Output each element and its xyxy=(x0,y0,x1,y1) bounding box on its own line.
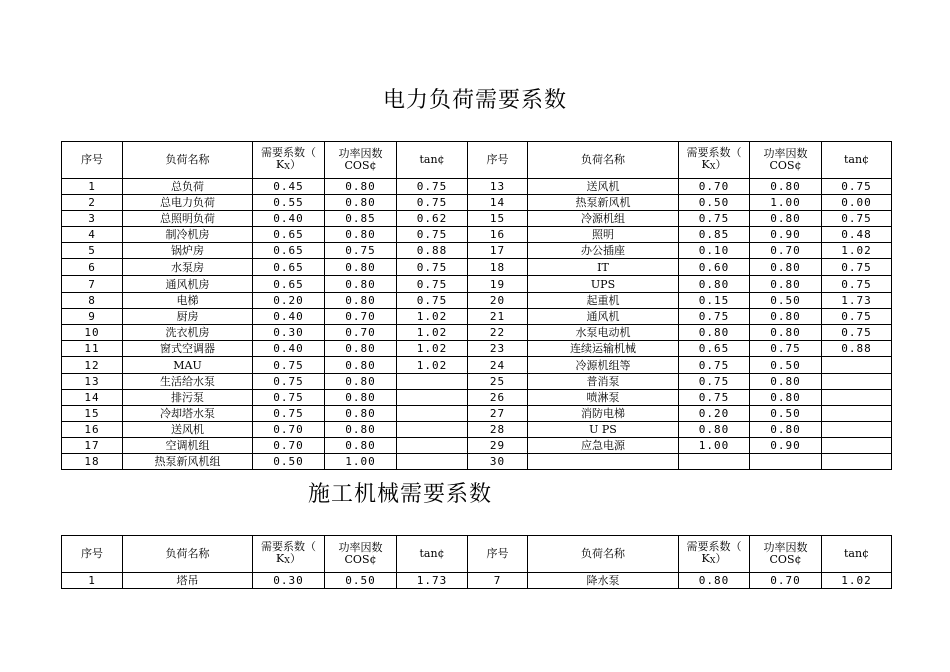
cell-pf-left: 1.00 xyxy=(325,454,397,470)
cell-seq-right: 24 xyxy=(468,357,528,374)
cell-pf-right xyxy=(750,454,822,470)
cell-name-right: 热泵新风机 xyxy=(528,195,679,211)
cell-kx-left: 0.40 xyxy=(253,309,325,325)
cell-pf-right: 0.75 xyxy=(750,341,822,357)
header-row xyxy=(62,536,892,573)
cell-name-right: 普消泵 xyxy=(528,374,679,390)
cell-pf-left: 0.70 xyxy=(325,309,397,325)
header-tan-right: tan¢ xyxy=(822,142,892,179)
header-name-left: 负荷名称 xyxy=(123,536,253,573)
cell-pf-right: 0.70 xyxy=(750,573,822,589)
cell-name-left: 总负荷 xyxy=(123,179,253,195)
cell-seq-right: 22 xyxy=(468,325,528,341)
cell-tan-right xyxy=(822,438,892,454)
cell-seq-left: 13 xyxy=(62,374,123,390)
table-row xyxy=(62,573,892,589)
cell-kx-right: 0.65 xyxy=(679,341,750,357)
cell-name-left: 送风机 xyxy=(123,422,253,438)
cell-pf-left: 0.70 xyxy=(325,325,397,341)
cell-pf-right: 0.90 xyxy=(750,227,822,243)
cell-name-left: 总电力负荷 xyxy=(123,195,253,211)
cell-kx-right: 0.60 xyxy=(679,259,750,276)
cell-pf-left: 0.80 xyxy=(325,195,397,211)
cell-kx-left: 0.75 xyxy=(253,357,325,374)
cell-kx-right: 0.10 xyxy=(679,243,750,259)
cell-name-left: 电梯 xyxy=(123,293,253,309)
cell-tan-left: 0.75 xyxy=(397,227,468,243)
cell-pf-left: 0.80 xyxy=(325,179,397,195)
cell-name-left: 制冷机房 xyxy=(123,227,253,243)
cell-name-left: 塔吊 xyxy=(123,573,253,589)
header-tan-right: tan¢ xyxy=(822,536,892,573)
cell-pf-right: 0.80 xyxy=(750,390,822,406)
cell-tan-right: 0.88 xyxy=(822,341,892,357)
cell-tan-right: 0.75 xyxy=(822,309,892,325)
cell-kx-right: 0.80 xyxy=(679,422,750,438)
cell-tan-right: 0.75 xyxy=(822,276,892,293)
cell-name-left: 厨房 xyxy=(123,309,253,325)
cell-seq-right: 25 xyxy=(468,374,528,390)
cell-kx-left: 0.65 xyxy=(253,227,325,243)
cell-seq-right: 17 xyxy=(468,243,528,259)
cell-seq-left: 6 xyxy=(62,259,123,276)
cell-name-left: 洗衣机房 xyxy=(123,325,253,341)
construction-machinery-demand-table xyxy=(61,535,892,589)
cell-tan-right xyxy=(822,374,892,390)
cell-kx-right: 0.50 xyxy=(679,195,750,211)
cell-tan-left xyxy=(397,454,468,470)
power-load-demand-table xyxy=(61,141,892,470)
cell-name-right: UPS xyxy=(528,276,679,293)
header-tan-left: tan¢ xyxy=(397,142,468,179)
table-row xyxy=(62,406,892,422)
cell-kx-right xyxy=(679,454,750,470)
cell-kx-right: 0.80 xyxy=(679,573,750,589)
cell-name-right: 喷淋泵 xyxy=(528,390,679,406)
header-pf-left: 功率因数 COS¢ xyxy=(325,536,397,573)
header-seq-left: 序号 xyxy=(62,536,123,573)
cell-tan-right: 0.75 xyxy=(822,259,892,276)
header-seq-left: 序号 xyxy=(62,142,123,179)
cell-pf-right: 0.80 xyxy=(750,211,822,227)
table-row xyxy=(62,259,892,276)
table1-title: 电力负荷需要系数 xyxy=(382,88,567,113)
cell-pf-right: 0.90 xyxy=(750,438,822,454)
header-kx-left: 需要系数（ KX） xyxy=(253,142,325,179)
cell-pf-right: 0.50 xyxy=(750,406,822,422)
cell-pf-left: 0.50 xyxy=(325,573,397,589)
cell-kx-left: 0.65 xyxy=(253,243,325,259)
cell-kx-left: 0.30 xyxy=(253,573,325,589)
cell-pf-left: 0.85 xyxy=(325,211,397,227)
cell-tan-left: 1.02 xyxy=(397,357,468,374)
cell-tan-right: 0.00 xyxy=(822,195,892,211)
cell-name-right: 送风机 xyxy=(528,179,679,195)
cell-pf-right: 1.00 xyxy=(750,195,822,211)
cell-tan-left: 0.88 xyxy=(397,243,468,259)
cell-seq-right: 13 xyxy=(468,179,528,195)
header-tan-left: tan¢ xyxy=(397,536,468,573)
cell-tan-right: 1.73 xyxy=(822,293,892,309)
cell-pf-right: 0.50 xyxy=(750,357,822,374)
cell-tan-right: 0.75 xyxy=(822,211,892,227)
cell-kx-right: 0.75 xyxy=(679,390,750,406)
cell-tan-left xyxy=(397,438,468,454)
header-row xyxy=(62,142,892,179)
cell-seq-left: 14 xyxy=(62,390,123,406)
cell-pf-left: 0.80 xyxy=(325,293,397,309)
cell-kx-right: 0.20 xyxy=(679,406,750,422)
table-row xyxy=(62,195,892,211)
table-row xyxy=(62,390,892,406)
cell-kx-left: 0.70 xyxy=(253,438,325,454)
cell-pf-left: 0.80 xyxy=(325,357,397,374)
table-row xyxy=(62,211,892,227)
cell-tan-right: 0.75 xyxy=(822,179,892,195)
cell-seq-left: 18 xyxy=(62,454,123,470)
cell-name-left: 空调机组 xyxy=(123,438,253,454)
cell-name-right: 办公插座 xyxy=(528,243,679,259)
cell-pf-left: 0.80 xyxy=(325,227,397,243)
cell-seq-left: 3 xyxy=(62,211,123,227)
cell-name-left: 水泵房 xyxy=(123,259,253,276)
cell-tan-left: 0.62 xyxy=(397,211,468,227)
cell-pf-left: 0.80 xyxy=(325,374,397,390)
cell-pf-left: 0.80 xyxy=(325,422,397,438)
cell-name-right: 照明 xyxy=(528,227,679,243)
table-row xyxy=(62,422,892,438)
header-name-right: 负荷名称 xyxy=(528,142,679,179)
cell-seq-left: 2 xyxy=(62,195,123,211)
cell-tan-left: 0.75 xyxy=(397,276,468,293)
table-row xyxy=(62,227,892,243)
cell-name-right: 连续运输机械 xyxy=(528,341,679,357)
cell-tan-left xyxy=(397,422,468,438)
cell-kx-left: 0.65 xyxy=(253,259,325,276)
table-row xyxy=(62,438,892,454)
cell-kx-left: 0.40 xyxy=(253,211,325,227)
cell-tan-left xyxy=(397,390,468,406)
cell-kx-left: 0.75 xyxy=(253,374,325,390)
cell-pf-left: 0.80 xyxy=(325,341,397,357)
cell-name-left: 窗式空调器 xyxy=(123,341,253,357)
table2-title: 施工机械需要系数 xyxy=(307,482,492,507)
cell-seq-right: 14 xyxy=(468,195,528,211)
cell-seq-left: 1 xyxy=(62,179,123,195)
table-row xyxy=(62,357,892,374)
cell-tan-right: 0.75 xyxy=(822,325,892,341)
cell-seq-right: 29 xyxy=(468,438,528,454)
cell-seq-right: 23 xyxy=(468,341,528,357)
cell-seq-left: 5 xyxy=(62,243,123,259)
table-row xyxy=(62,243,892,259)
cell-tan-right: 1.02 xyxy=(822,243,892,259)
cell-tan-left: 1.73 xyxy=(397,573,468,589)
cell-kx-right: 0.80 xyxy=(679,276,750,293)
cell-name-right: 通风机 xyxy=(528,309,679,325)
header-name-right: 负荷名称 xyxy=(528,536,679,573)
cell-tan-right xyxy=(822,454,892,470)
cell-name-left: 热泵新风机组 xyxy=(123,454,253,470)
cell-tan-right xyxy=(822,422,892,438)
cell-kx-right: 0.75 xyxy=(679,357,750,374)
cell-tan-left: 0.75 xyxy=(397,179,468,195)
table-row xyxy=(62,325,892,341)
cell-seq-left: 11 xyxy=(62,341,123,357)
cell-name-right xyxy=(528,454,679,470)
cell-tan-left: 0.75 xyxy=(397,195,468,211)
cell-tan-left xyxy=(397,374,468,390)
cell-tan-right: 1.02 xyxy=(822,573,892,589)
cell-pf-left: 0.75 xyxy=(325,243,397,259)
cell-seq-right: 18 xyxy=(468,259,528,276)
cell-tan-left: 1.02 xyxy=(397,325,468,341)
cell-name-right: 应急电源 xyxy=(528,438,679,454)
cell-name-left: MAU xyxy=(123,357,253,374)
cell-pf-right: 0.80 xyxy=(750,259,822,276)
table-row xyxy=(62,293,892,309)
cell-kx-right: 0.70 xyxy=(679,179,750,195)
header-pf-right: 功率因数 COS¢ xyxy=(750,142,822,179)
cell-pf-left: 0.80 xyxy=(325,406,397,422)
cell-pf-right: 0.80 xyxy=(750,374,822,390)
cell-pf-left: 0.80 xyxy=(325,259,397,276)
cell-seq-left: 8 xyxy=(62,293,123,309)
cell-name-left: 冷却塔水泵 xyxy=(123,406,253,422)
cell-kx-left: 0.70 xyxy=(253,422,325,438)
cell-seq-right: 20 xyxy=(468,293,528,309)
cell-pf-left: 0.80 xyxy=(325,276,397,293)
cell-name-left: 通风机房 xyxy=(123,276,253,293)
cell-tan-left: 0.75 xyxy=(397,293,468,309)
table-row xyxy=(62,309,892,325)
cell-name-left: 排污泵 xyxy=(123,390,253,406)
cell-kx-right: 0.85 xyxy=(679,227,750,243)
cell-tan-right xyxy=(822,357,892,374)
cell-name-left: 生活给水泵 xyxy=(123,374,253,390)
cell-seq-left: 17 xyxy=(62,438,123,454)
cell-seq-left: 12 xyxy=(62,357,123,374)
header-seq-right: 序号 xyxy=(468,536,528,573)
header-kx-left: 需要系数（ KX） xyxy=(253,536,325,573)
cell-name-right: U PS xyxy=(528,422,679,438)
table-row xyxy=(62,374,892,390)
cell-seq-right: 27 xyxy=(468,406,528,422)
cell-name-right: IT xyxy=(528,259,679,276)
cell-name-right: 冷源机组等 xyxy=(528,357,679,374)
cell-seq-left: 4 xyxy=(62,227,123,243)
cell-pf-right: 0.70 xyxy=(750,243,822,259)
cell-kx-right: 0.75 xyxy=(679,374,750,390)
table-row xyxy=(62,179,892,195)
cell-seq-left: 7 xyxy=(62,276,123,293)
cell-kx-left: 0.40 xyxy=(253,341,325,357)
cell-kx-right: 0.80 xyxy=(679,325,750,341)
cell-name-right: 冷源机组 xyxy=(528,211,679,227)
cell-pf-left: 0.80 xyxy=(325,390,397,406)
cell-kx-left: 0.75 xyxy=(253,390,325,406)
cell-pf-right: 0.80 xyxy=(750,309,822,325)
cell-kx-right: 1.00 xyxy=(679,438,750,454)
cell-name-right: 消防电梯 xyxy=(528,406,679,422)
cell-kx-left: 0.55 xyxy=(253,195,325,211)
cell-kx-left: 0.45 xyxy=(253,179,325,195)
cell-seq-left: 10 xyxy=(62,325,123,341)
cell-kx-left: 0.75 xyxy=(253,406,325,422)
cell-kx-right: 0.75 xyxy=(679,309,750,325)
table-row xyxy=(62,276,892,293)
header-pf-left: 功率因数 COS¢ xyxy=(325,142,397,179)
cell-kx-left: 0.65 xyxy=(253,276,325,293)
cell-tan-left xyxy=(397,406,468,422)
cell-name-right: 降水泵 xyxy=(528,573,679,589)
cell-tan-right xyxy=(822,406,892,422)
header-pf-right: 功率因数 COS¢ xyxy=(750,536,822,573)
cell-seq-right: 28 xyxy=(468,422,528,438)
cell-tan-right: 0.48 xyxy=(822,227,892,243)
table-row xyxy=(62,341,892,357)
cell-tan-left: 1.02 xyxy=(397,309,468,325)
cell-tan-left: 1.02 xyxy=(397,341,468,357)
table-row xyxy=(62,454,892,470)
cell-seq-left: 9 xyxy=(62,309,123,325)
cell-name-left: 锅炉房 xyxy=(123,243,253,259)
cell-tan-left: 0.75 xyxy=(397,259,468,276)
header-kx-right: 需要系数（ KX） xyxy=(679,142,750,179)
cell-pf-right: 0.80 xyxy=(750,422,822,438)
cell-name-left: 总照明负荷 xyxy=(123,211,253,227)
cell-tan-right xyxy=(822,390,892,406)
header-name-left: 负荷名称 xyxy=(123,142,253,179)
cell-pf-left: 0.80 xyxy=(325,438,397,454)
cell-kx-left: 0.20 xyxy=(253,293,325,309)
cell-kx-right: 0.15 xyxy=(679,293,750,309)
cell-seq-right: 15 xyxy=(468,211,528,227)
cell-kx-left: 0.50 xyxy=(253,454,325,470)
cell-name-right: 水泵电动机 xyxy=(528,325,679,341)
cell-seq-right: 21 xyxy=(468,309,528,325)
cell-kx-right: 0.75 xyxy=(679,211,750,227)
cell-seq-right: 30 xyxy=(468,454,528,470)
header-kx-right: 需要系数（ KX） xyxy=(679,536,750,573)
header-seq-right: 序号 xyxy=(468,142,528,179)
cell-seq-right: 26 xyxy=(468,390,528,406)
cell-pf-right: 0.50 xyxy=(750,293,822,309)
cell-seq-right: 19 xyxy=(468,276,528,293)
cell-seq-right: 7 xyxy=(468,573,528,589)
cell-pf-right: 0.80 xyxy=(750,179,822,195)
cell-name-right: 起重机 xyxy=(528,293,679,309)
cell-seq-left: 15 xyxy=(62,406,123,422)
cell-seq-right: 16 xyxy=(468,227,528,243)
cell-kx-left: 0.30 xyxy=(253,325,325,341)
cell-seq-left: 1 xyxy=(62,573,123,589)
cell-pf-right: 0.80 xyxy=(750,325,822,341)
cell-pf-right: 0.80 xyxy=(750,276,822,293)
cell-seq-left: 16 xyxy=(62,422,123,438)
